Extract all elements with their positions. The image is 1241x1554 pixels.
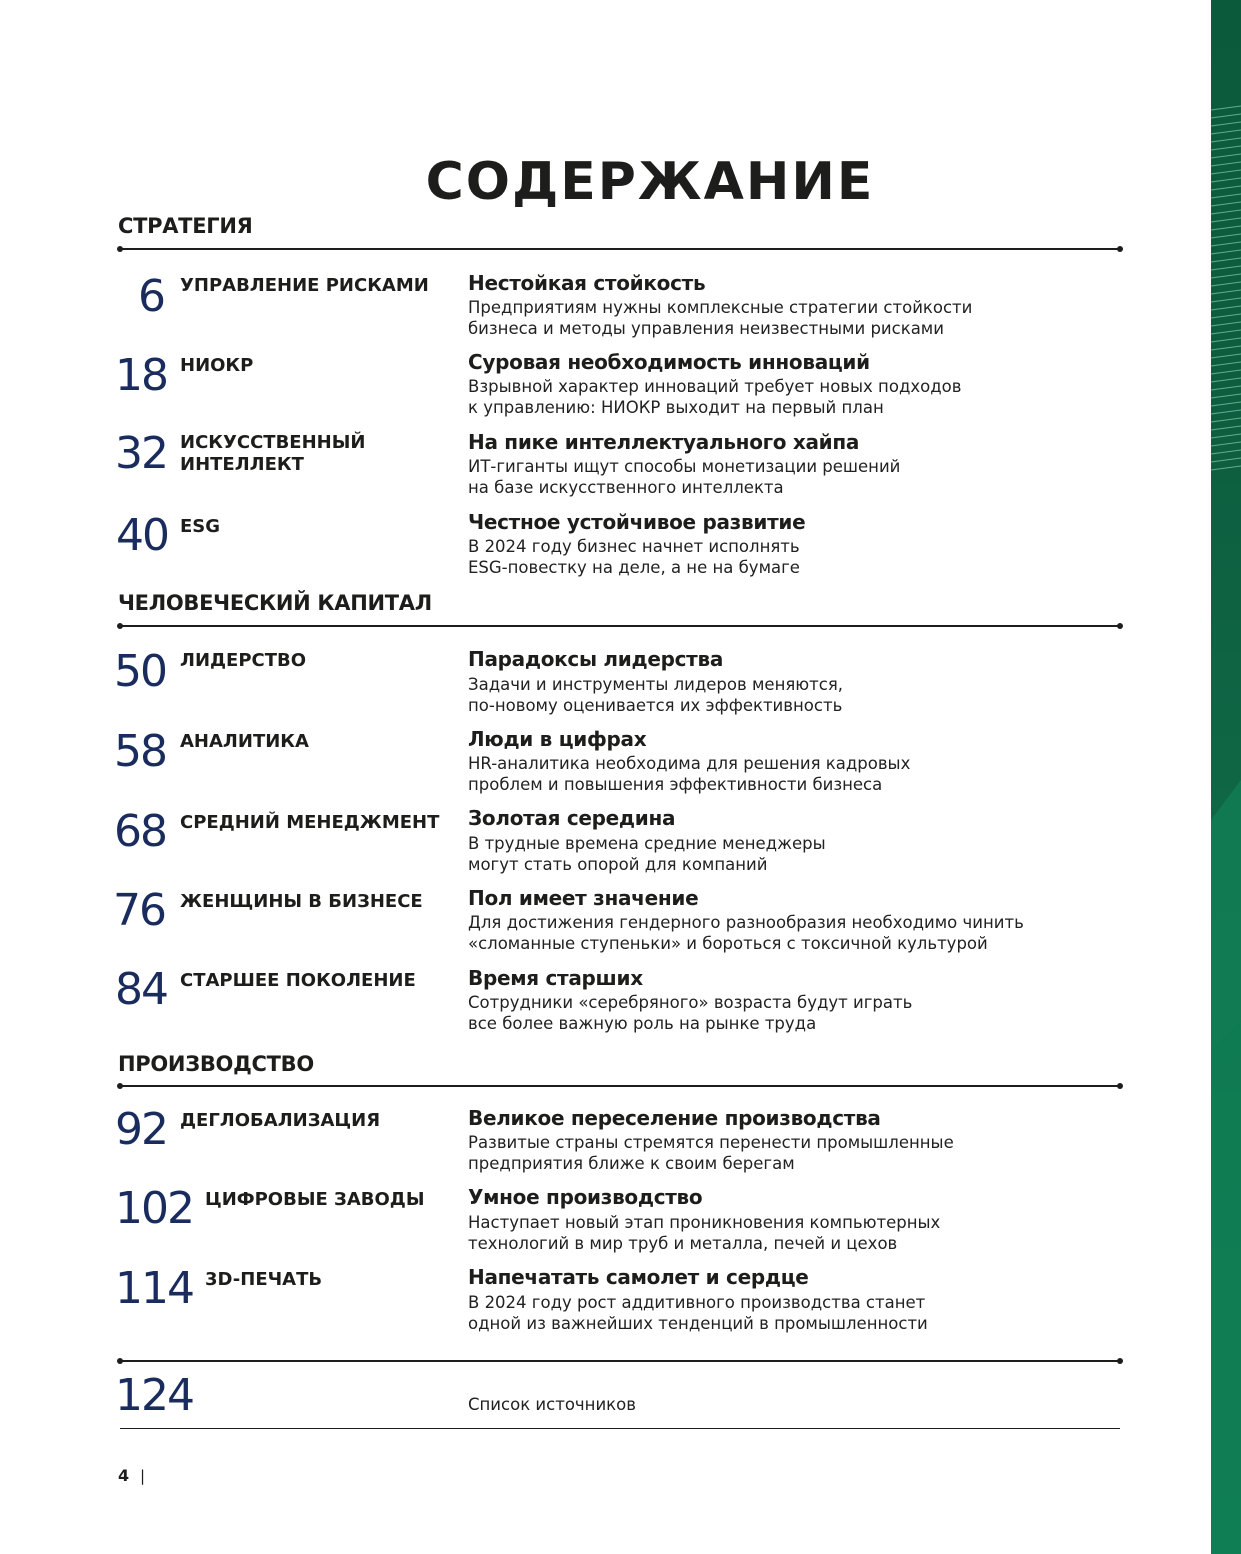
article-description: Взрывной характер инноваций требует новых подходов к управлению: НИОКР выходит на первый план — [468, 377, 962, 417]
article-description: Сотрудники «серебряного» возраста будут играть все более важную роль на рынке труда — [468, 993, 913, 1033]
article-description: HR-аналитика необходима для решения кадровых проблем и повышения эффективности бизнеса — [468, 754, 911, 794]
page-number: 114 — [115, 1263, 193, 1314]
page-number: 32 — [115, 428, 167, 479]
page-number: 50 — [114, 646, 166, 697]
article-description: Развитые страны стремятся перенести промышленные предприятия ближе к своим берегам — [468, 1133, 954, 1173]
entry-topic: СТАРШЕЕ ПОКОЛЕНИЕ — [180, 970, 416, 991]
article-title: Парадоксы лидерства — [468, 647, 724, 671]
page-number: 18 — [115, 350, 167, 401]
article-title: Время старших — [468, 966, 643, 990]
page-number: 102 — [115, 1183, 193, 1234]
article-description: Для достижения гендерного разнообразия необходимо чинить «сломанные ступеньки» и бороться с токсичной культурой — [468, 913, 1024, 953]
page-title: СОДЕРЖАНИЕ — [425, 152, 875, 212]
entry-topic: 3D-ПЕЧАТЬ — [205, 1269, 323, 1290]
entry-topic: АНАЛИТИКА — [180, 731, 309, 752]
article-title: Люди в цифрах — [468, 727, 647, 751]
article-description: В трудные времена средние менеджеры могут стать опорой для компаний — [468, 834, 826, 874]
article-title: Пол имеет значение — [468, 886, 699, 910]
page-number: 76 — [113, 885, 165, 936]
page-number: 124 — [115, 1370, 193, 1421]
article-description: В 2024 году бизнес начнет исполнять ESG-повестку на деле, а не на бумаге — [468, 537, 800, 577]
article-title: Честное устойчивое развитие — [468, 510, 806, 534]
entry-topic: СРЕДНИЙ МЕНЕДЖМЕНТ — [180, 812, 440, 833]
section-rule — [120, 625, 1120, 627]
article-description: В 2024 году рост аддитивного производства станет одной из важнейших тенденций в промышленности — [468, 1293, 928, 1333]
article-title: На пике интеллектуального хайпа — [468, 430, 860, 454]
article-title: Умное производство — [468, 1185, 703, 1209]
article-title: Нестойкая стойкость — [468, 271, 706, 295]
entry-topic: ИСКУССТВЕННЫЙ ИНТЕЛЛЕКТ — [180, 432, 366, 475]
article-description: Задачи и инструменты лидеров меняются, по-новому оценивается их эффективность — [468, 675, 844, 715]
bottom-rule — [120, 1428, 1120, 1429]
entry-topic: ДЕГЛОБАЛИЗАЦИЯ — [180, 1110, 381, 1131]
section-rule — [120, 1085, 1120, 1087]
article-title: Суровая необходимость инноваций — [468, 350, 870, 374]
entry-topic: ЖЕНЩИНЫ В БИЗНЕСЕ — [180, 891, 423, 912]
page-number: 58 — [114, 726, 166, 777]
footer-page-number: 4 — [118, 1466, 130, 1485]
page-number: 92 — [115, 1104, 167, 1155]
article-description: ИТ-гиганты ищут способы монетизации решений на базе искусственного интеллекта — [468, 457, 901, 497]
side-decorative-band — [1211, 0, 1241, 1554]
band-stripes-decoration — [1211, 0, 1241, 1554]
article-title: Напечатать самолет и сердце — [468, 1265, 809, 1289]
page-number: 40 — [116, 510, 168, 561]
sources-rule — [120, 1360, 1120, 1362]
section-rule — [120, 248, 1120, 250]
article-title: Великое переселение производства — [468, 1106, 881, 1130]
section-heading-human-capital: ЧЕЛОВЕЧЕСКИЙ КАПИТАЛ — [118, 591, 432, 615]
article-title: Золотая середина — [468, 806, 676, 830]
page-number: 68 — [114, 806, 166, 857]
section-heading-production: ПРОИЗВОДСТВО — [118, 1052, 314, 1076]
entry-topic: ЦИФРОВЫЕ ЗАВОДЫ — [205, 1189, 425, 1210]
article-description: Наступает новый этап проникновения компьютерных технологий в мир труб и металла, печей и цехов — [468, 1213, 941, 1253]
section-heading-strategy: СТРАТЕГИЯ — [118, 214, 253, 238]
article-description: Предприятиям нужны комплексные стратегии стойкости бизнеса и методы управления неизвестными рисками — [468, 298, 973, 338]
entry-topic: НИОКР — [180, 355, 254, 376]
entry-topic: ESG — [180, 516, 221, 537]
page-number: 6 — [138, 271, 164, 322]
footer-separator: | — [140, 1467, 146, 1485]
entry-topic: УПРАВЛЕНИЕ РИСКАМИ — [180, 275, 429, 296]
entry-topic: ЛИДЕРСТВО — [180, 650, 307, 671]
page-number: 84 — [115, 964, 167, 1015]
sources-label: Список источников — [468, 1395, 636, 1414]
